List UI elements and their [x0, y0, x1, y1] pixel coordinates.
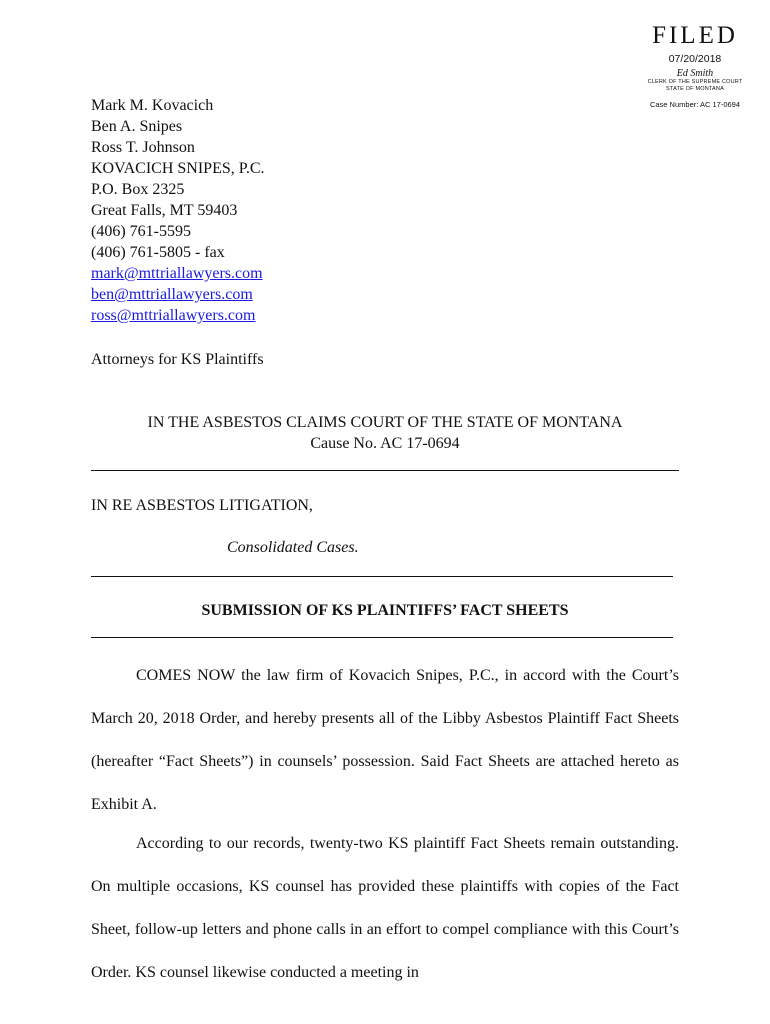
court-name: IN THE ASBESTOS CLAIMS COURT OF THE STATE OF MONTANA	[147, 414, 623, 431]
clerk-state: STATE OF MONTANA	[666, 85, 724, 92]
court-heading	[91, 412, 679, 454]
stamp-case-number: Case Number: AC 17-0694	[649, 100, 741, 109]
body-paragraph-1: COMES NOW the law firm of Kovacich Snipes, P.C., in accord with the Court’s March 20, 2018 Order, and hereby presents all of the Libby Asbestos Plaintiff Fact Sheets (hereafter “Fact Sheets”) in counsels’ possession. Said Fact Sheets are attached hereto as Exhibit A.	[91, 667, 679, 813]
clerk-signature: Ed Smith	[676, 68, 714, 79]
email-link-ben[interactable]: ben@mttriallawyers.com	[91, 286, 253, 303]
caption-divider	[91, 470, 679, 471]
firm-name: KOVACICH SNIPES, P.C.	[91, 160, 265, 177]
clerk-title: CLERK OF THE SUPREME COURT	[647, 79, 743, 85]
email-link-mark[interactable]: mark@mttriallawyers.com	[91, 265, 263, 282]
document-title: SUBMISSION OF KS PLAINTIFFS’ FACT SHEETS	[201, 602, 569, 619]
in-re-caption: IN RE ASBESTOS LITIGATION,	[91, 497, 313, 514]
attorney-block	[91, 95, 265, 326]
title-divider-top	[91, 576, 673, 577]
attorney-name: Mark M. Kovacich	[91, 97, 214, 114]
consolidated-cases: Consolidated Cases.	[227, 539, 359, 556]
attorneys-for-line: Attorneys for KS Plaintiffs	[91, 351, 264, 368]
attorney-name: Ross T. Johnson	[91, 139, 195, 156]
attorney-name: Ben A. Snipes	[91, 118, 183, 135]
cause-number: Cause No. AC 17-0694	[310, 435, 460, 452]
address-city: Great Falls, MT 59403	[91, 202, 238, 219]
email-link-ross[interactable]: ross@mttriallawyers.com	[91, 307, 256, 324]
filed-label: FILED	[652, 22, 738, 49]
fax-number: (406) 761-5805 - fax	[91, 244, 225, 261]
filed-date: 07/20/2018	[668, 53, 722, 65]
phone-number: (406) 761-5595	[91, 223, 191, 240]
filed-stamp	[640, 22, 750, 109]
title-divider-bottom	[91, 637, 673, 638]
body-paragraph-2: According to our records, twenty-two KS plaintiff Fact Sheets remain outstanding. On multiple occasions, KS counsel has provided these plaintiffs with copies of the Fact Sheet, follow-up letters and phone calls in an effort to compel compliance with this Court’s Order. KS counsel likewise conducted a meeting in	[91, 835, 679, 981]
address-line: P.O. Box 2325	[91, 181, 185, 198]
